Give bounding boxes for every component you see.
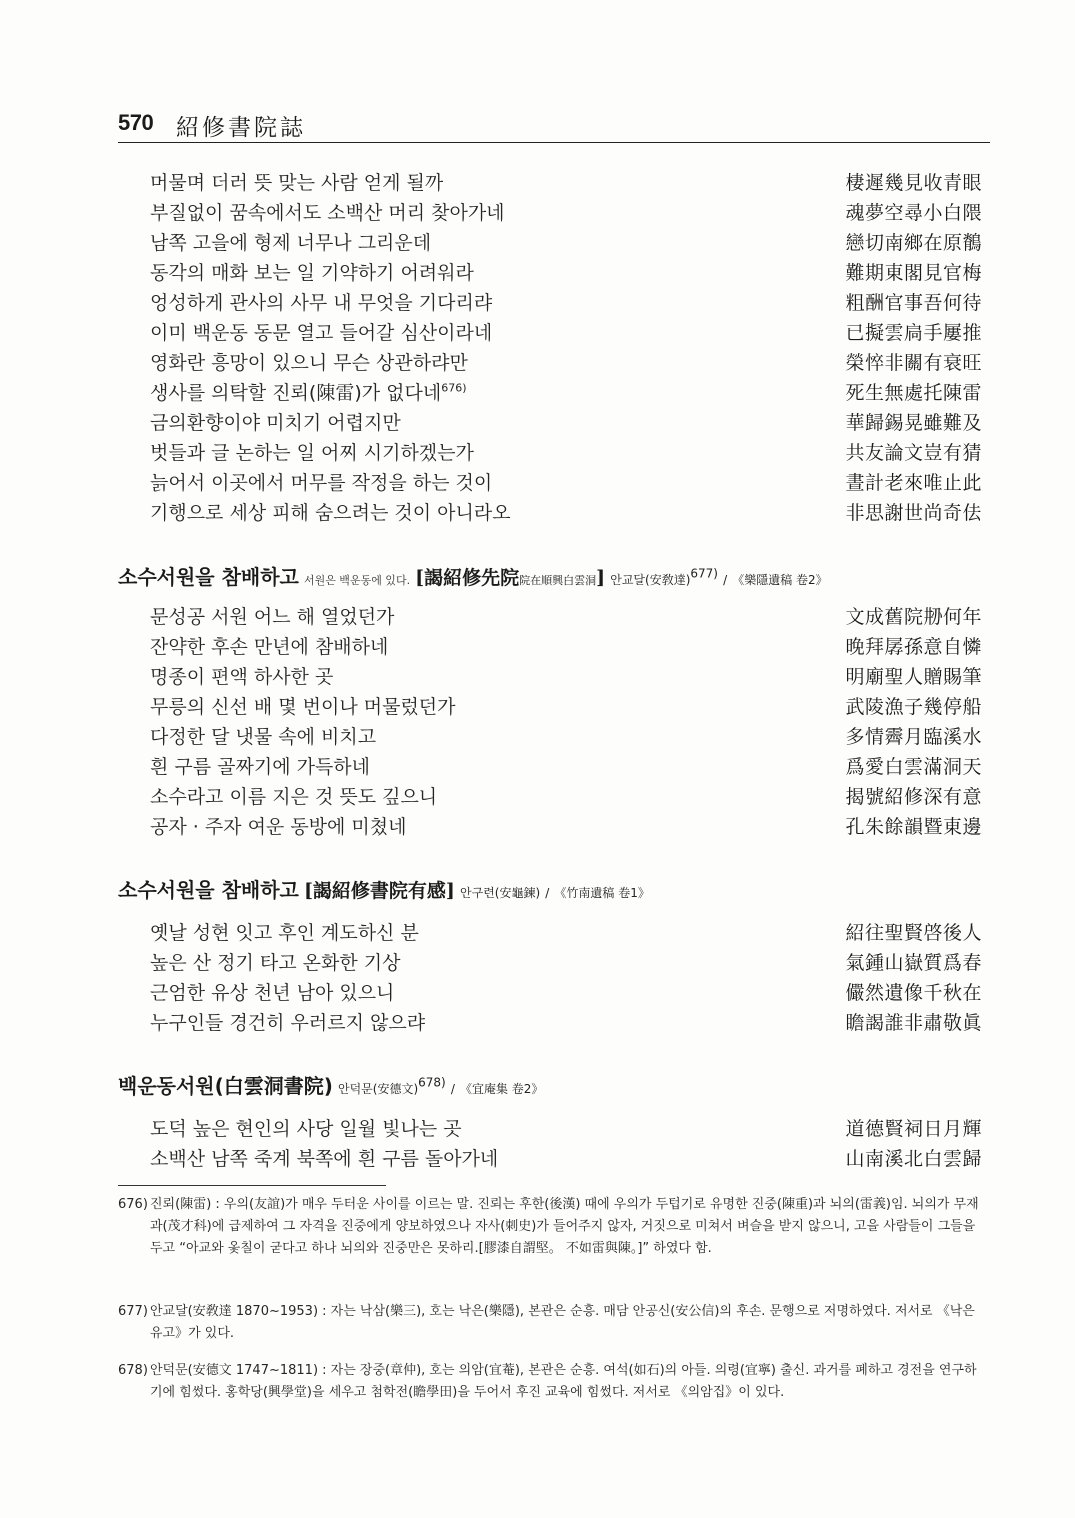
korean-line: 늙어서 이곳에서 머무를 작정을 하는 것이: [150, 472, 493, 494]
korean-line: 영화란 흥망이 있으니 무슨 상관하랴만: [150, 352, 468, 374]
section-note: 서원은 백운동에 있다.: [303, 574, 411, 587]
hanja-line: 山南溪北白雲歸: [845, 1148, 982, 1170]
hanja-line: 非思謝世尚奇佉: [845, 502, 982, 524]
poem-line: [150, 198, 982, 228]
author: 안덕문(安德文): [337, 1082, 419, 1096]
korean-line: 명종이 편액 하사한 곳: [150, 666, 334, 688]
hanja-line: 明廟聖人贈賜筆: [845, 666, 982, 688]
author: 안교달(安敎達): [610, 573, 691, 587]
running-title: 紹修書院誌: [176, 115, 306, 141]
footnote-number: 676): [118, 1197, 148, 1212]
poem-line: [150, 662, 982, 692]
hanja-line: 多情霽月臨溪水: [845, 726, 982, 748]
footnote-678: [118, 1360, 986, 1404]
poem-line: [150, 692, 982, 722]
poem-line: [150, 288, 982, 318]
section-note-hanja: 院在順興白雲洞: [519, 574, 597, 587]
poem-line: [150, 468, 982, 498]
footnote-ref-677[interactable]: 677): [690, 566, 718, 581]
korean-line: 머물며 더러 뜻 맞는 사람 얻게 될까: [150, 172, 444, 194]
hanja-line: 武陵漁子幾停船: [845, 696, 982, 718]
source: 《竹南遺稿 卷1》: [554, 886, 650, 900]
hanja-line: 文成舊院刱何年: [845, 606, 982, 628]
korean-line: 소백산 남쪽 죽계 북쪽에 흰 구름 돌아가네: [150, 1148, 499, 1170]
korean-line: 문성공 서원 어느 해 열었던가: [150, 606, 395, 628]
poem-3: [150, 918, 982, 1038]
korean-line-text: 생사를 의탁할 진뢰(陳雷)가 없다네: [150, 382, 442, 404]
poem-line: [150, 722, 982, 752]
section-heading-2: [118, 562, 988, 596]
korean-line: [150, 378, 467, 408]
korean-line: 무릉의 신선 배 몇 번이나 머물렀던가: [150, 696, 456, 718]
korean-line: 소수라고 이름 지은 것 뜻도 깊으니: [150, 786, 438, 808]
hanja-line: 紹往聖賢啓後人: [845, 922, 982, 944]
section-title-hanja: [謁紹修書院有感]: [303, 880, 455, 902]
korean-line: 옛날 성현 잇고 후인 계도하신 분: [150, 922, 419, 944]
footnote-text: 안교달(安敎達 1870~1953) : 자는 낙삼(樂三), 호는 낙은(樂隱), 본관은 순흥. 매담 안공신(安公信)의 후손. 문행으로 저명하였다. 저서로 《낙은유고》가 있다.: [150, 1304, 975, 1341]
poem-line: [150, 258, 982, 288]
poem-line: [150, 378, 982, 408]
korean-line: 남쪽 고을에 형제 너무나 그리운데: [150, 232, 432, 254]
hanja-line: 已擬雲扃手屢推: [845, 322, 982, 344]
page-number: 570: [118, 110, 154, 135]
poem-1: [150, 168, 982, 528]
hanja-line: 晝計老來唯止此: [845, 472, 982, 494]
poem-line: [150, 498, 982, 528]
hanja-line: 儼然遺像千秋在: [845, 982, 982, 1004]
hanja-line: 瞻謁誰非肅敬眞: [845, 1012, 982, 1034]
hanja-line: 死生無處托陳雷: [845, 382, 982, 404]
footnote-text: 진뢰(陳雷) : 우의(友誼)가 매우 두터운 사이를 이르는 말. 진뢰는 후한(後漢) 때에 우의가 두텁기로 유명한 진중(陳重)과 뇌의(雷義)임. 뇌의가 무재과(茂才科)에 급제하여 그 자격을 진중에게 양보하였으나 자사(刺史)가 들어주지 않자, 거짓으로 미쳐서 벼슬을 받지 않으니, 고을 사람들이 그들을 두고 “아교와 옻칠이 굳다고 하나 뇌의와 진중만은 못하리.[膠漆自謂堅。 不如雷與陳。]” 하였다 함.: [150, 1197, 979, 1256]
poem-line: [150, 1144, 982, 1174]
footnote-text: 안덕문(安德文 1747~1811) : 자는 장중(章仲), 호는 의암(宜菴), 본관은 순흥. 여석(如石)의 아들. 의령(宜寧) 출신. 과거를 폐하고 경전을 연구하기에 힘썼다. 홍학당(興學堂)을 세우고 첨학전(瞻學田)을 두어서 후진 교육에 힘썼다. 저서로 《의암집》이 있다.: [150, 1363, 977, 1400]
korean-line: 엉성하게 관사의 사무 내 무엇을 기다리랴: [150, 292, 493, 314]
hanja-line: 道德賢祠日月輝: [845, 1118, 982, 1140]
separator: /: [545, 886, 550, 900]
poem-line: [150, 752, 982, 782]
hanja-line: 棲遲幾見收青眼: [845, 172, 982, 194]
hanja-line: 共友論文豈有猜: [845, 442, 982, 464]
hanja-line: 揭號紹修深有意: [845, 786, 982, 808]
footnote-number: 678): [118, 1363, 148, 1378]
footnote-676: [118, 1194, 986, 1260]
poem-line: [150, 438, 982, 468]
korean-line: 동각의 매화 보는 일 기약하기 어려워라: [150, 262, 474, 284]
korean-line: 도덕 높은 현인의 사당 일월 빛나는 곳: [150, 1118, 462, 1140]
footnote-ref-678[interactable]: 678): [418, 1075, 446, 1090]
poem-line: [150, 632, 982, 662]
section-title: 소수서원을 참배하고: [118, 565, 299, 589]
korean-line: 높은 산 정기 타고 온화한 기상: [150, 952, 401, 974]
poem-line: [150, 978, 982, 1008]
section-heading-3: [118, 875, 988, 908]
korean-line: 금의환향이야 미치기 어렵지만: [150, 412, 401, 434]
poem-line: [150, 918, 982, 948]
hanja-line: 晚拜孱孫意自憐: [845, 636, 982, 658]
footnote-677: [118, 1301, 986, 1345]
korean-line: 벗들과 글 논하는 일 어찌 시기하겠는가: [150, 442, 474, 464]
korean-line: 흰 구름 골짜기에 가득하네: [150, 756, 371, 778]
footnote-number: 677): [118, 1304, 148, 1319]
source: 《樂隱遺稿 卷2》: [732, 573, 828, 587]
korean-line: 다정한 달 냇물 속에 비치고: [150, 726, 377, 748]
poem-line: [150, 812, 982, 842]
poem-line: [150, 602, 982, 632]
section-heading-4: [118, 1071, 988, 1104]
poem-line: [150, 1114, 982, 1144]
korean-line: 부질없이 꿈속에서도 소백산 머리 찾아가네: [150, 202, 505, 224]
poem-line: [150, 408, 982, 438]
poem-line: [150, 1008, 982, 1038]
section-title: 백운동서원(白雲洞書院): [118, 1074, 333, 1098]
source: 《宜庵集 卷2》: [459, 1082, 544, 1096]
hanja-line: 孔朱餘韻暨東邊: [845, 816, 982, 838]
korean-line: 잔약한 후손 만년에 참배하네: [150, 636, 389, 658]
hanja-line: 榮悴非關有衰旺: [845, 352, 982, 374]
section-title-hanja: [謁紹修先院: [415, 567, 520, 589]
footnote-rule: [118, 1185, 386, 1186]
poem-line: [150, 782, 982, 812]
hanja-line: 華歸錫晃雖難及: [845, 412, 982, 434]
section-title: 소수서원을 참배하고: [118, 878, 299, 902]
hanja-line: 難期東閣見官梅: [845, 262, 982, 284]
footnote-ref-676[interactable]: 676): [441, 381, 467, 395]
section-title-hanja-close: ]: [596, 567, 606, 589]
hanja-line: 魂夢空尋小白隈: [845, 202, 982, 224]
hanja-line: 氣鍾山嶽質爲春: [845, 952, 982, 974]
hanja-line: 戀切南鄉在原鶺: [845, 232, 982, 254]
korean-line: 이미 백운동 동문 열고 들어갈 심산이라네: [150, 322, 493, 344]
korean-line: 누구인들 경건히 우러르지 않으랴: [150, 1012, 426, 1034]
poem-4: [150, 1114, 982, 1174]
separator: /: [450, 1082, 455, 1096]
korean-line: 근엄한 유상 천년 남아 있으니: [150, 982, 395, 1004]
poem-line: [150, 168, 982, 198]
separator: /: [723, 573, 728, 587]
author: 안구련(安龜鍊): [460, 886, 541, 900]
page-header: [118, 108, 990, 143]
poem-line: [150, 348, 982, 378]
hanja-line: 粗酬官事吾何待: [845, 292, 982, 314]
poem-2: [150, 602, 982, 842]
poem-line: [150, 948, 982, 978]
korean-line: 기행으로 세상 피해 숨으려는 것이 아니라오: [150, 502, 511, 524]
poem-line: [150, 318, 982, 348]
korean-line: 공자 · 주자 여운 동방에 미쳤네: [150, 816, 407, 838]
hanja-line: 爲愛白雲滿洞天: [845, 756, 982, 778]
poem-line: [150, 228, 982, 258]
